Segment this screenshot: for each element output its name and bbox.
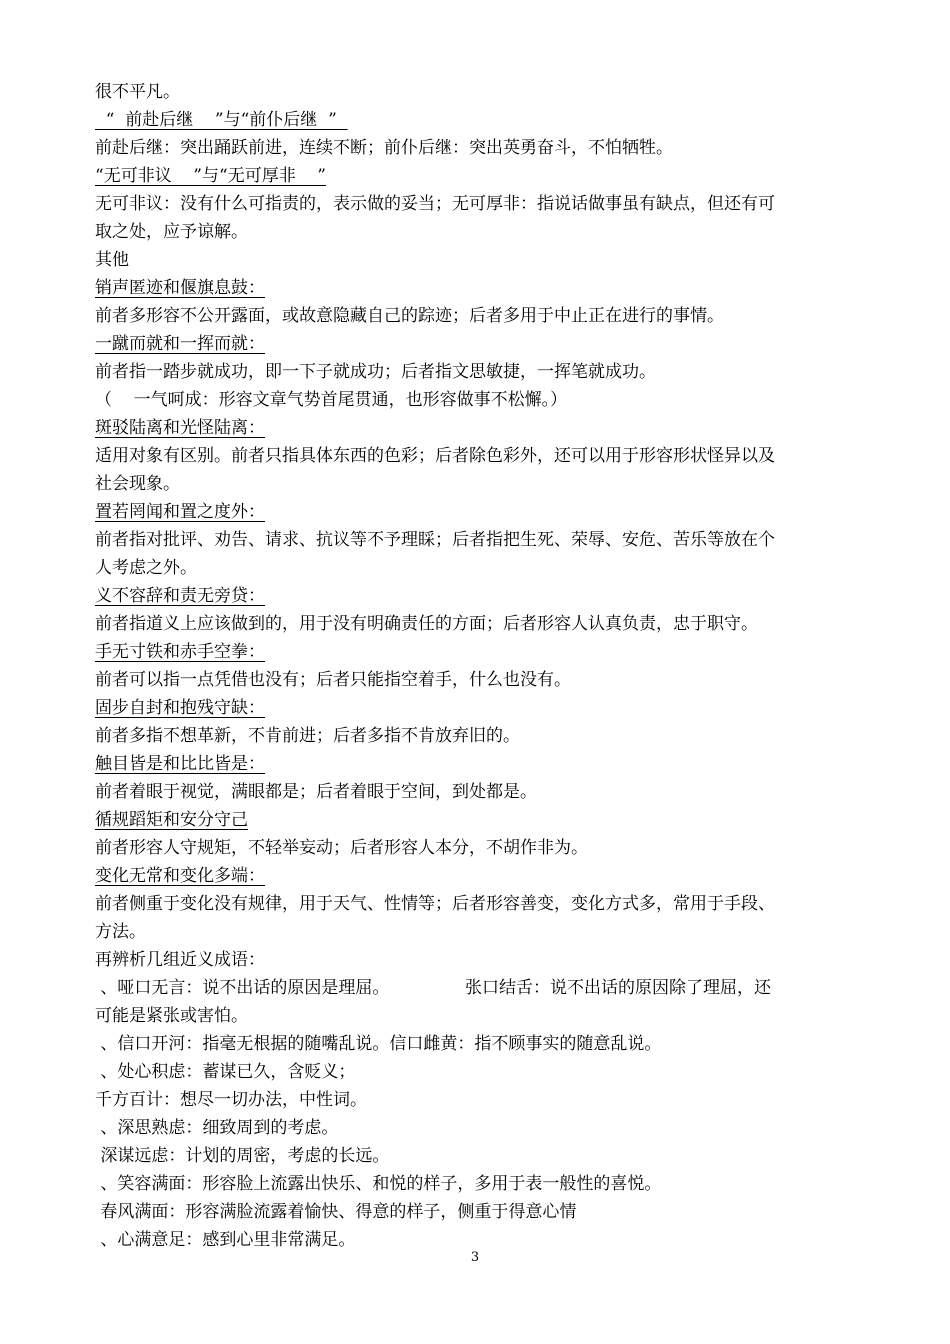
- text-line: 前者侧重于变化没有规律，用于天气、性情等；后者形容善变，变化方式多，常用于手段、: [95, 894, 775, 914]
- page-body: [95, 78, 865, 1254]
- text-line: 前者指道义上应该做到的，用于没有明确责任的方面；后者形容人认真负责，忠于职守。: [95, 614, 758, 634]
- text-line: 社会现象。: [95, 474, 180, 494]
- text-line: 取之处，应予谅解。: [95, 222, 248, 242]
- text-line: 适用对象有区别。前者只指具体东西的色彩；后者除色彩外，还可以用于形容形状怪异以及: [95, 446, 775, 466]
- text-line: 前赴后继：突出踊跃前进，连续不断；前仆后继：突出英勇奋斗，不怕牺牲。: [95, 138, 673, 158]
- text-line: 前者着眼于视觉，满眼都是；后者着眼于空间，到处都是。: [95, 782, 537, 802]
- idiom-pair-heading: 变化无常和变化多端：: [95, 866, 265, 886]
- text-line: 、哑口无言：说不出话的原因是理屈。 张口结舌：说不出话的原因除了理屈，还: [95, 978, 772, 998]
- idiom-pair-heading: 置若罔闻和置之度外：: [95, 502, 265, 522]
- idiom-pair-heading: 一蹴而就和一挥而就：: [95, 334, 265, 354]
- idiom-pair-heading: 销声匿迹和偃旗息鼓：: [95, 278, 265, 298]
- idiom-pair-heading: 义不容辞和责无旁贷：: [95, 586, 265, 606]
- page-number: 3: [470, 1250, 480, 1265]
- text-line: 前者形容人守规矩，不轻举妄动；后者形容人本分，不胡作非为。: [95, 838, 588, 858]
- text-line: （ 一气呵成：形容文章气势首尾贯通，也形容做事不松懈。）: [95, 390, 568, 410]
- text-line: 无可非议：没有什么可指责的，表示做的妥当；无可厚非：指说话做事虽有缺点，但还有可: [95, 194, 775, 214]
- text-line: 前者指对批评、劝告、请求、抗议等不予理睬；后者指把生死、荣辱、安危、苦乐等放在个: [95, 530, 775, 550]
- text-line: 深谋远虑：计划的周密，考虑的长远。: [95, 1146, 390, 1166]
- text-line: 春风满面：形容满脸流露着愉快、得意的样子，侧重于得意心情: [95, 1202, 577, 1222]
- text-line: 千方百计：想尽一切办法，中性词。: [95, 1090, 367, 1110]
- text-line: 前者可以指一点凭借也没有；后者只能指空着手，什么也没有。: [95, 670, 571, 690]
- text-line: 、处心积虑：蓄谋已久，含贬义；: [95, 1062, 356, 1082]
- idiom-pair-heading: 手无寸铁和赤手空拳：: [95, 642, 265, 662]
- text-line: 方法。: [95, 922, 146, 942]
- text-line: 、深思熟虑：细致周到的考虑。: [95, 1118, 339, 1138]
- text-line: 、心满意足：感到心里非常满足。: [95, 1230, 356, 1250]
- text-line: 、信口开河：指毫无根据的随嘴乱说。信口雌黄：指不顾事实的随意乱说。: [95, 1034, 662, 1054]
- idiom-pair-heading: 斑驳陆离和光怪陆离：: [95, 418, 265, 438]
- text-line: 前者指一踏步就成功，即一下子就成功；后者指文思敏捷，一挥笔就成功。: [95, 362, 656, 382]
- text-line: 很不平凡。: [95, 82, 180, 102]
- comparison-heading: “无可非议 ”与“无可厚非 ”: [95, 166, 326, 186]
- text-line: 人考虑之外。: [95, 558, 197, 578]
- section-heading: 再辨析几组近义成语：: [95, 950, 265, 970]
- comparison-heading: “ 前赴后继 ”与“前仆后继 ”: [95, 110, 348, 130]
- section-heading: 其他: [95, 250, 129, 270]
- text-line: 可能是紧张或害怕。: [95, 1006, 248, 1026]
- idiom-pair-heading: 循规蹈矩和安分守己: [95, 810, 248, 830]
- text-line: 、笑容满面：形容脸上流露出快乐、和悦的样子，多用于表一般性的喜悦。: [95, 1174, 662, 1194]
- idiom-pair-heading: 触目皆是和比比皆是：: [95, 754, 265, 774]
- text-line: 前者多指不想革新，不肯前进；后者多指不肯放弃旧的。: [95, 726, 520, 746]
- idiom-pair-heading: 固步自封和抱残守缺：: [95, 698, 265, 718]
- text-line: 前者多形容不公开露面，或故意隐藏自己的踪迹；后者多用于中止正在进行的事情。: [95, 306, 724, 326]
